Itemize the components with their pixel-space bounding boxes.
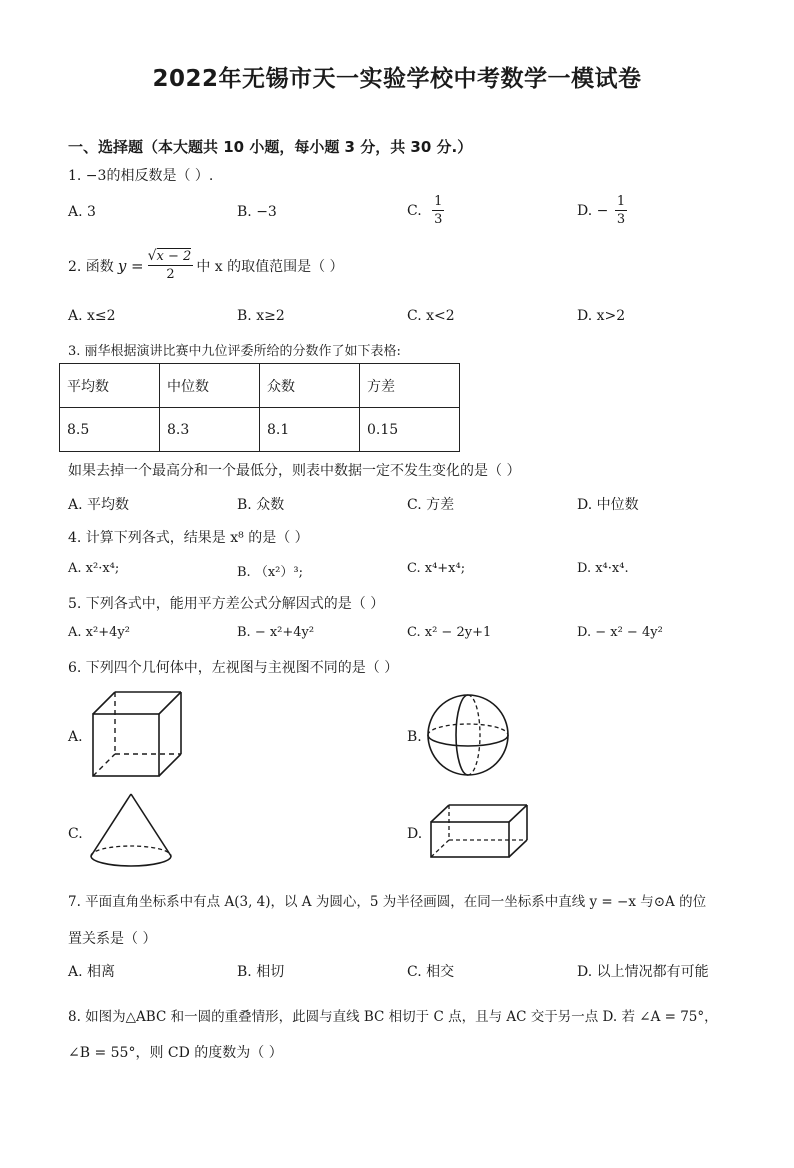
q4-option-a: A. x²·x⁴; (68, 561, 120, 576)
question-1-stem: 1. −3的相反数是（ ）. (68, 168, 214, 184)
q2-option-b: B. x≥2 (237, 308, 285, 324)
cuboid-icon (428, 802, 530, 860)
q1-option-d-fraction (615, 193, 627, 228)
q1-c-numerator: 1 (434, 194, 443, 209)
cube-icon (88, 688, 188, 780)
q2-numerator (148, 248, 194, 266)
q5-option-c: C. x² − 2y+1 (407, 625, 492, 640)
q1-d-denominator: 3 (616, 212, 626, 227)
table-row (60, 408, 460, 452)
q7-option-b: B. 相切 (237, 964, 285, 980)
q3-option-d: D. 中位数 (577, 497, 639, 513)
q5-option-a: A. x²+4y² (68, 625, 130, 640)
question-8-stem-cont: ∠B = 55°，则 CD 的度数为（ ） (68, 1045, 283, 1061)
q6-option-c: C. (68, 826, 83, 842)
table-header-mean: 平均数 (60, 364, 160, 408)
q1-c-denominator: 3 (434, 212, 443, 227)
q2-denominator: 2 (166, 267, 175, 282)
question-2-stem (68, 248, 344, 283)
table-cell-mode: 8.1 (260, 408, 360, 452)
q2-option-c: C. x<2 (407, 308, 455, 324)
q4-option-d: D. x⁴·x⁴. (577, 561, 629, 576)
q1-option-a: A. 3 (68, 204, 96, 220)
question-7-stem: 7. 平面直角坐标系中有点 A(3, 4)，以 A 为圆心，5 为半径画圆，在同一坐标系中直线 y = −x 与⊙A 的位 (68, 894, 707, 910)
q5-option-b: B. − x²+4y² (237, 625, 315, 640)
q6-option-b: B. (407, 729, 422, 745)
q2-fraction (148, 248, 194, 283)
q3-option-b: B. 众数 (237, 497, 285, 513)
q4-option-b: B. （x²）³; (237, 565, 303, 580)
table-header-row (60, 364, 460, 408)
question-3-follow: 如果去掉一个最高分和一个最低分，则表中数据一定不发生变化的是（ ） (68, 463, 521, 479)
table-header-mode: 众数 (260, 364, 360, 408)
question-5-stem: 5. 下列各式中，能用平方差公式分解因式的是（ ） (68, 596, 385, 612)
q1-option-c (407, 193, 444, 228)
table-cell-median: 8.3 (160, 408, 260, 452)
q1-option-d-label: D. − (577, 202, 609, 219)
page-title: 2022年无锡市天一实验学校中考数学一模试卷 (152, 66, 642, 92)
q7-option-d: D. 以上情况都有可能 (577, 964, 709, 980)
table-cell-mean: 8.5 (60, 408, 160, 452)
q3-option-a: A. 平均数 (68, 497, 130, 513)
question-4-stem: 4. 计算下列各式，结果是 x⁸ 的是（ ） (68, 530, 309, 546)
q6-option-a: A. (68, 729, 83, 745)
q1-option-c-fraction (432, 193, 444, 228)
q2-y-eq: y = (117, 256, 144, 275)
cone-icon (86, 790, 176, 872)
question-3-stem: 3. 丽华根据演讲比赛中九位评委所给的分数作了如下表格: (68, 344, 401, 359)
sqrt-icon: √ (147, 248, 157, 264)
q1-option-b: B. −3 (237, 204, 277, 220)
question-8-stem: 8. 如图为△ABC 和一圆的重叠情形，此圆与直线 BC 相切于 C 点，且与 AC 交于另一点 D. 若 ∠A = 75°， (68, 1009, 718, 1025)
q2-prefix: 2. 函数 (68, 258, 114, 275)
q7-option-c: C. 相交 (407, 964, 455, 980)
section-heading: 一、选择题（本大题共 10 小题，每小题 3 分，共 30 分.） (68, 138, 473, 156)
q2-option-a: A. x≤2 (68, 308, 116, 324)
q2-option-d: D. x>2 (577, 308, 626, 324)
q7-option-a: A. 相离 (68, 964, 116, 980)
sphere-icon (424, 692, 512, 778)
table-cell-variance: 0.15 (360, 408, 460, 452)
q1-option-d (577, 193, 627, 228)
q1-option-c-label: C. (407, 202, 422, 219)
q1-d-numerator: 1 (616, 194, 626, 209)
q4-option-c: C. x⁴+x⁴; (407, 561, 466, 576)
question-6-stem: 6. 下列四个几何体中，左视图与主视图不同的是（ ） (68, 660, 399, 676)
table-header-variance: 方差 (360, 364, 460, 408)
table-header-median: 中位数 (160, 364, 260, 408)
q2-radicand: x − 2 (156, 249, 192, 264)
score-table (59, 363, 460, 452)
question-7-stem-cont: 置关系是（ ） (68, 931, 157, 947)
q5-option-d: D. − x² − 4y² (577, 625, 663, 640)
q3-option-c: C. 方差 (407, 497, 455, 513)
q2-suffix: 中 x 的取值范围是（ ） (196, 258, 344, 275)
q6-option-d: D. (407, 826, 423, 842)
